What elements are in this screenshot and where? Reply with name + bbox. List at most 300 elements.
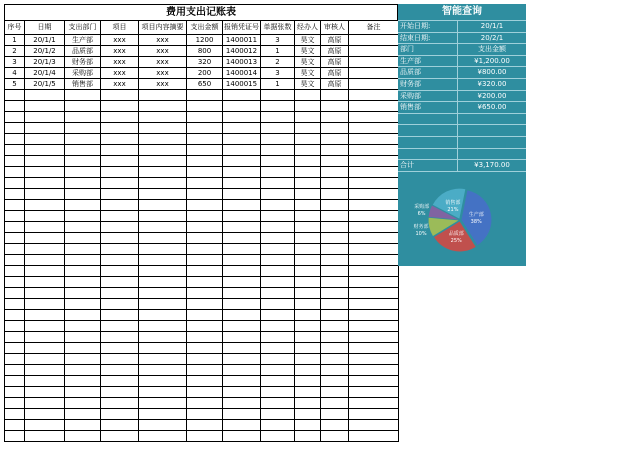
table-cell[interactable] [295, 398, 321, 409]
table-cell[interactable] [65, 398, 101, 409]
table-cell[interactable] [223, 299, 261, 310]
table-cell[interactable] [187, 354, 223, 365]
table-cell[interactable] [139, 365, 187, 376]
table-cell[interactable] [25, 321, 65, 332]
table-cell[interactable] [295, 288, 321, 299]
table-cell[interactable] [187, 178, 223, 189]
table-cell[interactable] [321, 189, 349, 200]
table-cell[interactable]: 20/1/4 [25, 68, 65, 79]
table-cell[interactable] [187, 112, 223, 123]
table-cell[interactable] [65, 134, 101, 145]
table-cell[interactable] [5, 90, 25, 101]
table-cell[interactable] [187, 222, 223, 233]
table-cell[interactable] [25, 409, 65, 420]
table-cell[interactable] [349, 233, 399, 244]
table-cell[interactable] [223, 431, 261, 442]
table-cell[interactable]: 高原 [321, 35, 349, 46]
table-cell[interactable] [101, 233, 139, 244]
table-cell[interactable] [5, 420, 25, 431]
table-cell[interactable] [321, 156, 349, 167]
table-cell[interactable] [223, 354, 261, 365]
table-cell[interactable] [187, 266, 223, 277]
table-cell[interactable] [5, 343, 25, 354]
table-cell[interactable] [349, 420, 399, 431]
table-cell[interactable] [5, 398, 25, 409]
table-cell[interactable] [261, 200, 295, 211]
table-cell[interactable]: 20/1/3 [25, 57, 65, 68]
table-cell[interactable] [223, 145, 261, 156]
table-cell[interactable] [187, 145, 223, 156]
table-cell[interactable] [261, 134, 295, 145]
table-cell[interactable]: 200 [187, 68, 223, 79]
table-cell[interactable] [295, 134, 321, 145]
table-cell[interactable] [223, 321, 261, 332]
table-cell[interactable] [101, 255, 139, 266]
table-cell[interactable] [65, 112, 101, 123]
table-cell[interactable] [25, 332, 65, 343]
table-cell[interactable]: xxx [139, 68, 187, 79]
table-cell[interactable] [187, 211, 223, 222]
table-cell[interactable] [187, 90, 223, 101]
table-cell[interactable] [5, 211, 25, 222]
table-cell[interactable] [223, 211, 261, 222]
table-cell[interactable] [349, 57, 399, 68]
table-cell[interactable] [349, 200, 399, 211]
table-cell[interactable] [65, 277, 101, 288]
table-cell[interactable] [349, 68, 399, 79]
table-cell[interactable] [349, 90, 399, 101]
table-cell[interactable]: xxx [139, 79, 187, 90]
table-cell[interactable] [5, 145, 25, 156]
table-cell[interactable] [349, 365, 399, 376]
table-cell[interactable] [101, 167, 139, 178]
table-cell[interactable] [5, 233, 25, 244]
table-cell[interactable] [139, 398, 187, 409]
table-cell[interactable] [295, 376, 321, 387]
table-cell[interactable] [139, 90, 187, 101]
table-cell[interactable] [65, 420, 101, 431]
table-cell[interactable]: xxx [101, 68, 139, 79]
table-cell[interactable]: 昊文 [295, 35, 321, 46]
table-cell[interactable] [295, 200, 321, 211]
table-cell[interactable] [139, 189, 187, 200]
table-cell[interactable]: 800 [187, 46, 223, 57]
table-cell[interactable] [65, 365, 101, 376]
table-cell[interactable] [65, 101, 101, 112]
table-cell[interactable] [101, 211, 139, 222]
table-cell[interactable] [5, 167, 25, 178]
table-cell[interactable] [261, 299, 295, 310]
table-cell[interactable] [223, 233, 261, 244]
table-cell[interactable] [349, 46, 399, 57]
table-cell[interactable] [295, 189, 321, 200]
table-cell[interactable] [295, 233, 321, 244]
table-cell[interactable] [349, 211, 399, 222]
table-cell[interactable] [139, 167, 187, 178]
table-cell[interactable] [65, 211, 101, 222]
table-cell[interactable] [187, 200, 223, 211]
table-cell[interactable] [101, 310, 139, 321]
table-cell[interactable]: 2 [261, 57, 295, 68]
table-cell[interactable] [25, 420, 65, 431]
table-cell[interactable] [295, 101, 321, 112]
table-cell[interactable] [65, 90, 101, 101]
table-cell[interactable] [25, 398, 65, 409]
table-cell[interactable] [321, 409, 349, 420]
table-cell[interactable] [223, 123, 261, 134]
table-cell[interactable] [25, 101, 65, 112]
table-cell[interactable] [349, 288, 399, 299]
table-cell[interactable] [321, 222, 349, 233]
table-cell[interactable] [295, 156, 321, 167]
table-cell[interactable] [187, 189, 223, 200]
table-cell[interactable] [321, 112, 349, 123]
table-cell[interactable]: 生产部 [65, 35, 101, 46]
table-cell[interactable] [261, 288, 295, 299]
table-cell[interactable] [261, 420, 295, 431]
table-cell[interactable] [187, 244, 223, 255]
table-cell[interactable] [349, 178, 399, 189]
table-cell[interactable] [321, 354, 349, 365]
table-cell[interactable] [321, 178, 349, 189]
table-cell[interactable] [321, 134, 349, 145]
table-cell[interactable] [139, 145, 187, 156]
table-cell[interactable]: xxx [101, 57, 139, 68]
table-cell[interactable] [349, 277, 399, 288]
table-cell[interactable]: 财务部 [65, 57, 101, 68]
table-cell[interactable] [349, 167, 399, 178]
table-cell[interactable] [223, 288, 261, 299]
table-cell[interactable] [349, 123, 399, 134]
table-cell[interactable] [25, 211, 65, 222]
table-cell[interactable] [65, 244, 101, 255]
table-cell[interactable]: 1400015 [223, 79, 261, 90]
table-cell[interactable] [5, 266, 25, 277]
table-cell[interactable] [321, 343, 349, 354]
table-cell[interactable] [295, 420, 321, 431]
table-cell[interactable] [101, 431, 139, 442]
table-cell[interactable] [321, 211, 349, 222]
table-cell[interactable] [101, 189, 139, 200]
table-cell[interactable] [349, 299, 399, 310]
table-cell[interactable] [223, 398, 261, 409]
table-cell[interactable] [349, 134, 399, 145]
table-cell[interactable] [101, 387, 139, 398]
start-date-input[interactable]: 20/1/1 [480, 22, 504, 30]
table-cell[interactable] [65, 167, 101, 178]
table-cell[interactable]: 320 [187, 57, 223, 68]
table-cell[interactable]: 高原 [321, 46, 349, 57]
table-cell[interactable] [25, 156, 65, 167]
table-cell[interactable] [349, 387, 399, 398]
table-cell[interactable] [261, 310, 295, 321]
table-cell[interactable] [139, 277, 187, 288]
table-cell[interactable] [321, 398, 349, 409]
table-cell[interactable] [223, 255, 261, 266]
table-cell[interactable] [295, 266, 321, 277]
table-cell[interactable] [321, 145, 349, 156]
table-cell[interactable] [187, 277, 223, 288]
table-cell[interactable] [25, 123, 65, 134]
table-cell[interactable] [295, 145, 321, 156]
table-cell[interactable] [187, 288, 223, 299]
table-cell[interactable] [25, 255, 65, 266]
table-cell[interactable]: xxx [139, 57, 187, 68]
table-cell[interactable] [25, 354, 65, 365]
table-cell[interactable] [5, 200, 25, 211]
table-cell[interactable] [25, 90, 65, 101]
table-cell[interactable] [349, 255, 399, 266]
table-cell[interactable] [261, 156, 295, 167]
table-cell[interactable] [187, 321, 223, 332]
table-cell[interactable]: 昊文 [295, 46, 321, 57]
table-cell[interactable] [261, 178, 295, 189]
table-cell[interactable] [65, 233, 101, 244]
table-cell[interactable] [261, 189, 295, 200]
table-cell[interactable] [5, 112, 25, 123]
table-cell[interactable] [187, 233, 223, 244]
table-cell[interactable]: 昊文 [295, 57, 321, 68]
table-cell[interactable] [295, 299, 321, 310]
table-cell[interactable] [223, 387, 261, 398]
table-cell[interactable] [5, 134, 25, 145]
table-cell[interactable] [5, 321, 25, 332]
table-cell[interactable] [139, 178, 187, 189]
table-cell[interactable] [223, 365, 261, 376]
table-cell[interactable] [5, 299, 25, 310]
table-cell[interactable]: 1400012 [223, 46, 261, 57]
table-cell[interactable] [321, 376, 349, 387]
table-cell[interactable] [321, 288, 349, 299]
table-cell[interactable] [261, 145, 295, 156]
table-cell[interactable] [187, 420, 223, 431]
table-cell[interactable] [101, 200, 139, 211]
table-cell[interactable] [25, 288, 65, 299]
table-cell[interactable] [139, 156, 187, 167]
table-cell[interactable] [139, 200, 187, 211]
table-cell[interactable] [139, 299, 187, 310]
table-cell[interactable] [261, 90, 295, 101]
table-cell[interactable]: xxx [139, 46, 187, 57]
table-cell[interactable]: 20/1/2 [25, 46, 65, 57]
table-cell[interactable] [139, 409, 187, 420]
table-cell[interactable] [349, 376, 399, 387]
table-cell[interactable] [101, 277, 139, 288]
table-cell[interactable] [295, 178, 321, 189]
table-cell[interactable]: xxx [101, 46, 139, 57]
table-cell[interactable]: xxx [101, 35, 139, 46]
table-cell[interactable] [101, 222, 139, 233]
table-cell[interactable]: 1 [5, 35, 25, 46]
table-cell[interactable] [223, 200, 261, 211]
table-cell[interactable] [223, 376, 261, 387]
table-cell[interactable] [261, 321, 295, 332]
table-cell[interactable] [349, 431, 399, 442]
table-cell[interactable] [261, 167, 295, 178]
table-cell[interactable] [101, 178, 139, 189]
table-cell[interactable] [25, 244, 65, 255]
table-cell[interactable] [101, 112, 139, 123]
table-cell[interactable] [223, 343, 261, 354]
table-cell[interactable] [261, 112, 295, 123]
table-cell[interactable]: 3 [5, 57, 25, 68]
table-cell[interactable] [349, 244, 399, 255]
table-cell[interactable] [295, 365, 321, 376]
table-cell[interactable] [65, 409, 101, 420]
table-cell[interactable] [321, 200, 349, 211]
table-cell[interactable] [187, 299, 223, 310]
table-cell[interactable] [321, 310, 349, 321]
table-cell[interactable] [101, 332, 139, 343]
table-cell[interactable] [25, 431, 65, 442]
table-cell[interactable] [321, 420, 349, 431]
table-cell[interactable] [139, 332, 187, 343]
table-cell[interactable] [5, 244, 25, 255]
table-cell[interactable] [101, 409, 139, 420]
table-cell[interactable] [321, 365, 349, 376]
table-cell[interactable] [25, 167, 65, 178]
table-cell[interactable]: 20/1/1 [25, 35, 65, 46]
table-cell[interactable] [321, 266, 349, 277]
table-cell[interactable] [223, 134, 261, 145]
table-cell[interactable] [223, 178, 261, 189]
table-cell[interactable] [139, 343, 187, 354]
table-cell[interactable] [139, 112, 187, 123]
table-cell[interactable] [65, 222, 101, 233]
table-cell[interactable] [65, 343, 101, 354]
table-cell[interactable]: 1 [261, 46, 295, 57]
table-cell[interactable] [261, 332, 295, 343]
table-cell[interactable] [139, 376, 187, 387]
table-cell[interactable] [139, 134, 187, 145]
table-cell[interactable] [261, 376, 295, 387]
table-cell[interactable] [349, 35, 399, 46]
table-cell[interactable]: 高原 [321, 68, 349, 79]
end-date-input[interactable]: 20/2/1 [480, 33, 504, 42]
table-cell[interactable] [65, 299, 101, 310]
table-cell[interactable] [261, 233, 295, 244]
table-cell[interactable]: 采购部 [65, 68, 101, 79]
table-cell[interactable] [187, 123, 223, 134]
table-cell[interactable] [321, 387, 349, 398]
table-cell[interactable] [5, 156, 25, 167]
table-cell[interactable] [101, 398, 139, 409]
table-cell[interactable] [139, 288, 187, 299]
table-cell[interactable] [25, 134, 65, 145]
table-cell[interactable] [65, 310, 101, 321]
table-cell[interactable] [187, 156, 223, 167]
table-cell[interactable] [349, 398, 399, 409]
table-cell[interactable] [25, 310, 65, 321]
table-cell[interactable] [5, 255, 25, 266]
table-cell[interactable] [223, 90, 261, 101]
table-cell[interactable] [101, 365, 139, 376]
table-cell[interactable] [295, 211, 321, 222]
table-cell[interactable] [101, 420, 139, 431]
table-cell[interactable] [101, 321, 139, 332]
table-cell[interactable] [5, 288, 25, 299]
table-cell[interactable] [139, 233, 187, 244]
table-cell[interactable] [295, 409, 321, 420]
table-cell[interactable] [349, 189, 399, 200]
table-cell[interactable] [321, 101, 349, 112]
table-cell[interactable] [261, 354, 295, 365]
table-cell[interactable] [295, 255, 321, 266]
table-cell[interactable] [295, 167, 321, 178]
table-cell[interactable]: 销售部 [65, 79, 101, 90]
table-cell[interactable] [5, 178, 25, 189]
table-cell[interactable] [295, 321, 321, 332]
table-cell[interactable] [101, 266, 139, 277]
table-cell[interactable] [295, 277, 321, 288]
table-cell[interactable] [321, 233, 349, 244]
table-cell[interactable]: 1 [261, 79, 295, 90]
table-cell[interactable] [223, 167, 261, 178]
table-cell[interactable] [321, 90, 349, 101]
table-cell[interactable] [139, 387, 187, 398]
table-cell[interactable] [261, 431, 295, 442]
table-cell[interactable] [349, 409, 399, 420]
table-cell[interactable] [261, 255, 295, 266]
table-cell[interactable] [261, 409, 295, 420]
table-cell[interactable] [25, 277, 65, 288]
table-cell[interactable] [261, 101, 295, 112]
table-cell[interactable] [25, 365, 65, 376]
table-cell[interactable] [261, 123, 295, 134]
table-cell[interactable] [65, 321, 101, 332]
table-cell[interactable] [261, 365, 295, 376]
table-cell[interactable] [5, 277, 25, 288]
table-cell[interactable] [187, 255, 223, 266]
table-cell[interactable] [261, 222, 295, 233]
table-cell[interactable] [295, 123, 321, 134]
table-cell[interactable] [65, 145, 101, 156]
table-cell[interactable] [321, 299, 349, 310]
table-cell[interactable] [101, 101, 139, 112]
table-cell[interactable] [139, 266, 187, 277]
table-cell[interactable] [25, 343, 65, 354]
table-cell[interactable] [65, 387, 101, 398]
table-cell[interactable] [65, 288, 101, 299]
table-cell[interactable] [5, 189, 25, 200]
table-cell[interactable] [139, 101, 187, 112]
table-cell[interactable] [223, 222, 261, 233]
table-cell[interactable] [295, 332, 321, 343]
table-cell[interactable] [187, 101, 223, 112]
table-cell[interactable] [295, 222, 321, 233]
table-cell[interactable] [295, 431, 321, 442]
table-cell[interactable] [223, 112, 261, 123]
table-cell[interactable] [25, 200, 65, 211]
table-cell[interactable] [101, 244, 139, 255]
table-cell[interactable] [65, 332, 101, 343]
table-cell[interactable] [187, 376, 223, 387]
table-cell[interactable] [295, 387, 321, 398]
table-cell[interactable] [187, 365, 223, 376]
table-cell[interactable] [25, 112, 65, 123]
table-cell[interactable] [321, 244, 349, 255]
table-cell[interactable] [139, 211, 187, 222]
table-cell[interactable] [101, 376, 139, 387]
table-cell[interactable]: 3 [261, 68, 295, 79]
table-cell[interactable] [261, 244, 295, 255]
table-cell[interactable]: 4 [5, 68, 25, 79]
table-cell[interactable]: 20/1/5 [25, 79, 65, 90]
table-cell[interactable] [223, 266, 261, 277]
table-cell[interactable] [349, 332, 399, 343]
table-cell[interactable] [261, 387, 295, 398]
table-cell[interactable] [25, 145, 65, 156]
